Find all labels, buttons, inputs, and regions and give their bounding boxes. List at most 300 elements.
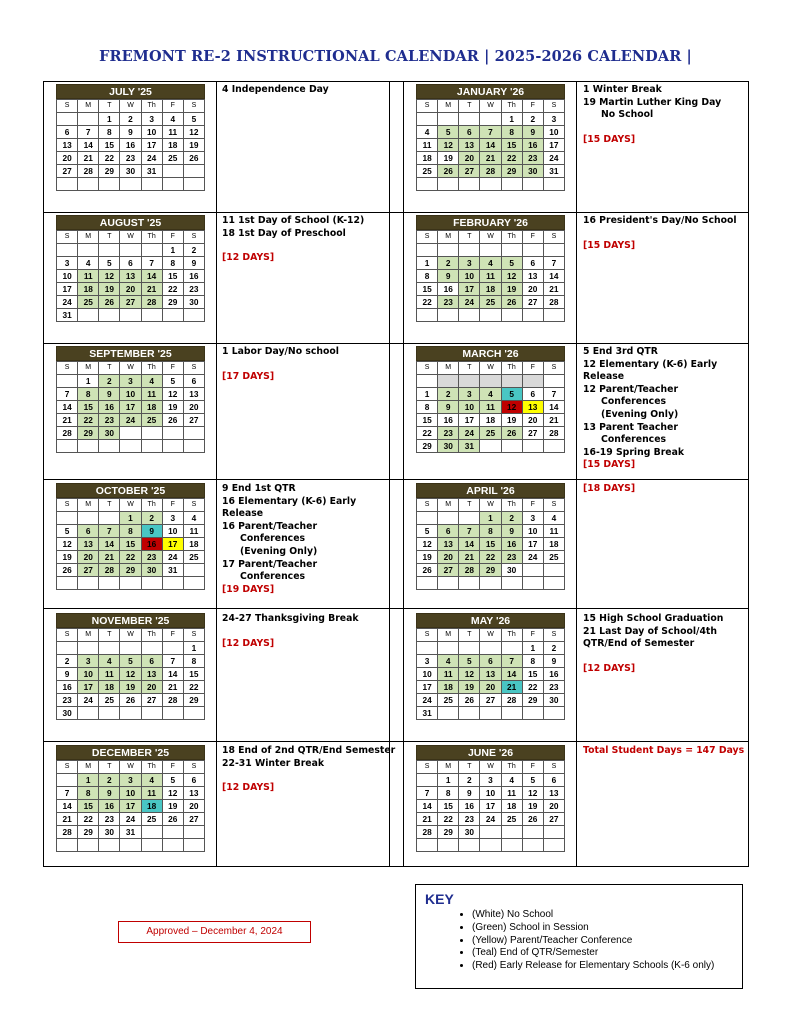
day-cell (543, 826, 564, 839)
note-line: (Evening Only) (601, 408, 679, 420)
day-cell: 11 (480, 401, 501, 414)
day-cell: 18 (183, 538, 204, 551)
day-cell (57, 774, 78, 787)
day-cell: 3 (141, 113, 162, 126)
day-cell: 2 (183, 244, 204, 257)
week-row (417, 309, 565, 322)
weekday-label: W (480, 761, 501, 774)
week-row (57, 414, 205, 427)
day-cell: 26 (57, 564, 78, 577)
day-cell: 30 (99, 826, 120, 839)
day-cell (543, 309, 564, 322)
day-cell (501, 309, 522, 322)
day-cell (459, 839, 480, 852)
month-header: APRIL '26 (416, 483, 565, 498)
day-cell: 19 (522, 800, 543, 813)
day-cell: 7 (543, 388, 564, 401)
day-cell: 6 (183, 375, 204, 388)
weekday-label: M (78, 231, 99, 244)
day-cell: 19 (417, 551, 438, 564)
day-cell: 27 (480, 694, 501, 707)
weekday-label: M (78, 761, 99, 774)
day-cell (501, 826, 522, 839)
day-cell: 16 (543, 668, 564, 681)
weekday-label: T (459, 761, 480, 774)
week-row (57, 564, 205, 577)
day-cell (183, 826, 204, 839)
week-row (417, 257, 565, 270)
weekday-label: S (543, 231, 564, 244)
day-cell: 15 (480, 538, 501, 551)
day-cell: 2 (543, 642, 564, 655)
day-cell: 24 (480, 813, 501, 826)
day-cell (120, 642, 141, 655)
weekday-label: S (417, 499, 438, 512)
day-cell (480, 707, 501, 720)
note-line: QTR/End of Semester (583, 638, 695, 650)
month-table (56, 760, 205, 852)
day-cell: 1 (99, 113, 120, 126)
month-calendar (416, 483, 565, 590)
column-divider (403, 82, 404, 866)
day-cell: 13 (522, 270, 543, 283)
day-cell: 29 (162, 296, 183, 309)
day-cell: 28 (543, 296, 564, 309)
day-cell: 4 (183, 512, 204, 525)
week-row (417, 826, 565, 839)
day-cell: 4 (141, 375, 162, 388)
week-row (57, 283, 205, 296)
row-divider (44, 212, 748, 213)
week-row (417, 401, 565, 414)
day-cell (99, 839, 120, 852)
month-header: SEPTEMBER '25 (56, 346, 205, 361)
day-cell: 17 (120, 800, 141, 813)
day-cell (417, 512, 438, 525)
day-cell (543, 839, 564, 852)
weekday-label: Th (141, 629, 162, 642)
weekday-label: T (459, 100, 480, 113)
note-spacer (222, 240, 364, 252)
weekday-label: F (522, 629, 543, 642)
day-cell (78, 642, 99, 655)
day-cell: 2 (438, 388, 459, 401)
day-cell (120, 427, 141, 440)
month-notes (583, 84, 721, 146)
month-notes (222, 613, 359, 650)
day-count: [12 DAYS] (222, 782, 275, 794)
week-row (57, 401, 205, 414)
day-cell: 11 (99, 668, 120, 681)
day-cell: 23 (57, 694, 78, 707)
week-row (417, 681, 565, 694)
day-cell: 5 (501, 257, 522, 270)
weekday-label: F (162, 629, 183, 642)
day-cell (501, 375, 522, 388)
day-cell (522, 826, 543, 839)
weekday-label: S (417, 100, 438, 113)
day-cell (183, 707, 204, 720)
day-cell: 1 (162, 244, 183, 257)
day-cell: 29 (183, 694, 204, 707)
day-cell (99, 707, 120, 720)
weekday-label: Th (141, 499, 162, 512)
day-cell: 30 (522, 165, 543, 178)
day-cell: 3 (522, 512, 543, 525)
weekday-label: T (99, 629, 120, 642)
week-row (417, 839, 565, 852)
day-cell (141, 839, 162, 852)
day-cell (522, 375, 543, 388)
day-cell: 5 (183, 113, 204, 126)
month-header: NOVEMBER '25 (56, 613, 205, 628)
day-cell (162, 165, 183, 178)
day-count: [15 DAYS] (583, 459, 636, 471)
day-cell (417, 178, 438, 191)
note-line: 4 Independence Day (222, 84, 329, 95)
month-header: JANUARY '26 (416, 84, 565, 99)
day-cell: 6 (480, 655, 501, 668)
day-cell: 14 (543, 270, 564, 283)
day-cell (459, 113, 480, 126)
week-row (57, 126, 205, 139)
week-row (417, 113, 565, 126)
day-cell: 19 (438, 152, 459, 165)
week-row (57, 668, 205, 681)
day-cell: 15 (162, 270, 183, 283)
day-count: [12 DAYS] (222, 637, 275, 649)
day-cell: 18 (141, 800, 162, 813)
day-cell: 28 (78, 165, 99, 178)
day-cell: 5 (459, 655, 480, 668)
month-calendar (56, 346, 205, 453)
day-cell: 15 (438, 800, 459, 813)
day-cell: 24 (120, 414, 141, 427)
day-cell (480, 826, 501, 839)
day-cell: 27 (438, 564, 459, 577)
month-calendar (56, 613, 205, 720)
day-cell: 26 (501, 296, 522, 309)
day-cell: 6 (120, 257, 141, 270)
day-cell (183, 440, 204, 453)
day-cell: 3 (162, 512, 183, 525)
day-count: [15 DAYS] (583, 133, 636, 145)
day-cell: 1 (78, 774, 99, 787)
week-row (417, 525, 565, 538)
week-row (57, 388, 205, 401)
day-cell: 17 (459, 283, 480, 296)
day-cell: 11 (162, 126, 183, 139)
day-cell (438, 707, 459, 720)
day-cell: 6 (543, 774, 564, 787)
day-cell: 30 (459, 826, 480, 839)
day-cell: 20 (78, 551, 99, 564)
day-cell: 18 (417, 152, 438, 165)
day-cell: 22 (120, 551, 141, 564)
day-cell: 9 (459, 787, 480, 800)
day-cell: 21 (501, 681, 522, 694)
weekday-label: F (522, 362, 543, 375)
day-cell: 13 (141, 668, 162, 681)
day-cell (78, 244, 99, 257)
day-cell: 16 (522, 139, 543, 152)
day-cell: 11 (501, 787, 522, 800)
day-cell: 20 (57, 152, 78, 165)
day-cell: 11 (78, 270, 99, 283)
week-row (417, 774, 565, 787)
day-cell (120, 309, 141, 322)
day-cell (162, 707, 183, 720)
day-cell: 8 (120, 525, 141, 538)
note-line: Release (583, 371, 625, 383)
weekday-label: T (459, 499, 480, 512)
legend-key (415, 884, 743, 989)
week-row (417, 375, 565, 388)
day-cell (438, 839, 459, 852)
day-cell: 26 (417, 564, 438, 577)
day-cell: 10 (522, 525, 543, 538)
day-cell: 31 (120, 826, 141, 839)
day-cell: 12 (501, 270, 522, 283)
day-cell: 21 (57, 813, 78, 826)
weekday-label: F (522, 231, 543, 244)
day-cell: 2 (120, 113, 141, 126)
week-row (57, 139, 205, 152)
day-count: [12 DAYS] (222, 252, 275, 264)
day-cell (438, 512, 459, 525)
weekday-label: M (78, 629, 99, 642)
day-cell: 12 (162, 388, 183, 401)
month-table (56, 99, 205, 191)
day-cell (459, 512, 480, 525)
day-cell (78, 707, 99, 720)
day-cell (99, 440, 120, 453)
note-line: 24-27 Thanksgiving Break (222, 613, 359, 624)
weekday-label: T (459, 231, 480, 244)
day-cell: 21 (543, 414, 564, 427)
day-cell: 30 (57, 707, 78, 720)
weekday-label: W (120, 100, 141, 113)
day-cell (459, 375, 480, 388)
day-cell: 25 (141, 414, 162, 427)
day-cell: 31 (417, 707, 438, 720)
weekday-label: W (480, 362, 501, 375)
day-cell (141, 440, 162, 453)
day-cell (543, 244, 564, 257)
day-cell: 17 (480, 800, 501, 813)
day-cell: 28 (501, 694, 522, 707)
week-row (417, 787, 565, 800)
day-cell: 30 (438, 440, 459, 453)
approved-date: Approved – December 4, 2024 (118, 921, 311, 943)
day-cell: 17 (543, 139, 564, 152)
day-cell: 29 (99, 165, 120, 178)
day-cell (417, 839, 438, 852)
weekday-label: S (183, 499, 204, 512)
note-spacer (222, 359, 339, 371)
week-row (57, 257, 205, 270)
weekday-label: Th (141, 231, 162, 244)
month-table (416, 628, 565, 720)
day-cell: 11 (183, 525, 204, 538)
day-cell (57, 113, 78, 126)
day-cell: 1 (183, 642, 204, 655)
day-cell: 19 (501, 283, 522, 296)
day-cell: 9 (141, 525, 162, 538)
day-cell: 27 (522, 296, 543, 309)
day-cell: 31 (162, 564, 183, 577)
month-calendar (56, 745, 205, 852)
weekday-label: Th (501, 499, 522, 512)
week-row (417, 577, 565, 590)
week-row (417, 283, 565, 296)
note-line: 11 1st Day of School (K-12) (222, 215, 365, 226)
month-calendar (56, 84, 205, 191)
day-cell: 29 (78, 427, 99, 440)
day-cell (120, 577, 141, 590)
week-row (57, 787, 205, 800)
day-cell (417, 309, 438, 322)
day-cell: 4 (543, 512, 564, 525)
day-cell (501, 178, 522, 191)
day-cell: 20 (438, 551, 459, 564)
weekday-label: M (438, 761, 459, 774)
day-cell (480, 375, 501, 388)
day-cell: 19 (57, 551, 78, 564)
week-row (417, 388, 565, 401)
week-row (417, 694, 565, 707)
day-cell: 28 (162, 694, 183, 707)
weekday-label: Th (501, 362, 522, 375)
day-cell: 14 (417, 800, 438, 813)
day-cell: 20 (141, 681, 162, 694)
day-cell: 6 (57, 126, 78, 139)
week-row (57, 774, 205, 787)
month-notes (222, 346, 339, 383)
day-cell: 27 (459, 165, 480, 178)
day-cell: 27 (522, 427, 543, 440)
day-cell: 19 (162, 800, 183, 813)
day-cell: 3 (120, 375, 141, 388)
note-line: 18 End of 2nd QTR/End Semester (222, 745, 396, 756)
day-cell: 20 (459, 152, 480, 165)
week-row (57, 642, 205, 655)
weekday-label: F (162, 231, 183, 244)
day-cell (480, 577, 501, 590)
month-table (416, 230, 565, 322)
day-cell: 7 (141, 257, 162, 270)
day-cell: 10 (120, 388, 141, 401)
row-divider (44, 343, 748, 344)
weekday-label: S (57, 100, 78, 113)
day-cell (141, 427, 162, 440)
day-cell (57, 839, 78, 852)
day-cell: 2 (99, 375, 120, 388)
day-cell: 14 (141, 270, 162, 283)
day-cell: 27 (78, 564, 99, 577)
day-cell: 16 (459, 800, 480, 813)
day-cell: 14 (459, 538, 480, 551)
weekday-label: S (543, 100, 564, 113)
day-cell: 18 (78, 283, 99, 296)
day-cell: 4 (417, 126, 438, 139)
day-cell: 28 (57, 427, 78, 440)
day-cell (459, 244, 480, 257)
weekday-label: Th (501, 100, 522, 113)
day-cell (522, 577, 543, 590)
day-cell (57, 577, 78, 590)
day-cell (120, 707, 141, 720)
day-cell: 14 (57, 800, 78, 813)
day-cell: 29 (480, 564, 501, 577)
day-cell: 5 (501, 388, 522, 401)
day-cell: 22 (522, 681, 543, 694)
day-cell: 6 (522, 257, 543, 270)
day-cell: 24 (57, 296, 78, 309)
day-cell: 8 (78, 787, 99, 800)
day-cell: 15 (522, 668, 543, 681)
day-cell (459, 707, 480, 720)
month-table (416, 760, 565, 852)
day-cell: 10 (78, 668, 99, 681)
week-row (57, 244, 205, 257)
day-cell (459, 642, 480, 655)
day-cell (57, 178, 78, 191)
note-line: 15 High School Graduation (583, 613, 724, 624)
month-header: DECEMBER '25 (56, 745, 205, 760)
week-row (57, 525, 205, 538)
week-row (57, 270, 205, 283)
week-row (417, 440, 565, 453)
day-cell: 17 (459, 414, 480, 427)
day-cell: 21 (480, 152, 501, 165)
day-cell: 25 (141, 813, 162, 826)
week-row (417, 655, 565, 668)
day-cell: 13 (438, 538, 459, 551)
week-row (57, 538, 205, 551)
day-cell (459, 309, 480, 322)
week-row (417, 642, 565, 655)
day-cell: 9 (522, 126, 543, 139)
day-cell (141, 707, 162, 720)
week-row (417, 152, 565, 165)
weekday-label: W (480, 231, 501, 244)
day-cell: 4 (480, 257, 501, 270)
day-cell: 16 (501, 538, 522, 551)
weekday-label: S (183, 761, 204, 774)
day-cell: 17 (141, 139, 162, 152)
day-cell: 12 (183, 126, 204, 139)
weekday-label: T (99, 362, 120, 375)
weekday-label: F (522, 499, 543, 512)
day-cell: 21 (57, 414, 78, 427)
day-cell: 2 (522, 113, 543, 126)
day-cell: 24 (162, 551, 183, 564)
week-row (417, 551, 565, 564)
day-cell (459, 577, 480, 590)
weekday-label: F (162, 362, 183, 375)
day-cell: 17 (162, 538, 183, 551)
day-cell: 14 (501, 668, 522, 681)
day-count: Total Student Days = 147 Days (583, 745, 745, 756)
day-cell (417, 244, 438, 257)
week-row (57, 512, 205, 525)
day-cell (78, 440, 99, 453)
weekday-label: S (57, 629, 78, 642)
day-cell: 22 (78, 414, 99, 427)
day-cell (183, 309, 204, 322)
day-cell: 23 (459, 813, 480, 826)
